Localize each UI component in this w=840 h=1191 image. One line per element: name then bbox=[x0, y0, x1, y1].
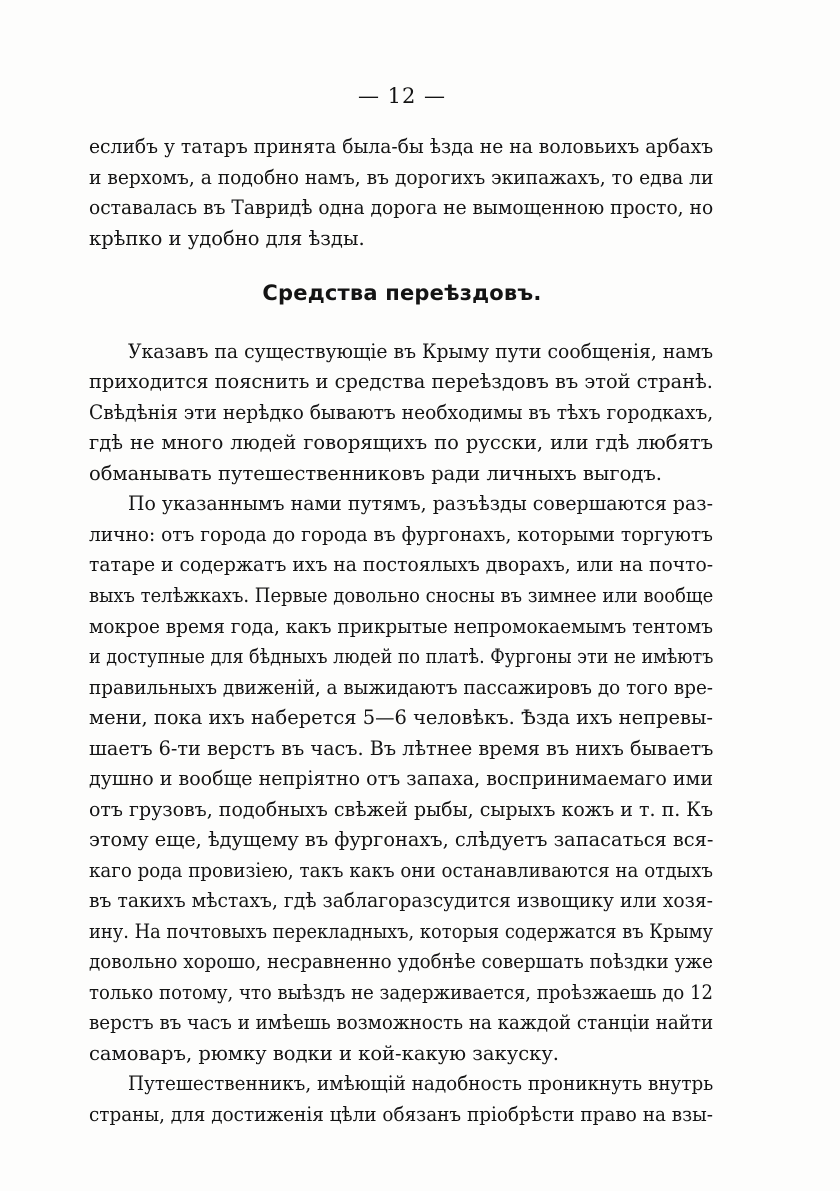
text-line: Указавъ па существующіе въ Крыму пути сообщенія, намъ bbox=[128, 340, 714, 363]
text-line: въ такихъ мѣстахъ, гдѣ заблагоразсудится извощику или хозя- bbox=[89, 889, 713, 912]
text-line: гдѣ не много людей говорящихъ по русски, или гдѣ любятъ bbox=[89, 431, 713, 454]
text-line: и доступные для бѣдныхъ людей по платѣ. Фургоны эти не имѣютъ bbox=[89, 645, 714, 668]
text-line: По указаннымъ нами путямъ, разъѣзды совершаются раз- bbox=[128, 492, 713, 515]
text-line: душно и вообще непріятно отъ запаха, воспринимаемаго ими bbox=[89, 767, 713, 790]
text-line: выхъ телѣжкахъ. Первые довольно сносны въ зимнее или вообще bbox=[89, 584, 714, 607]
text-line: только потому, что выѣздъ не задерживается, проѣзжаешь до 12 bbox=[89, 981, 714, 1004]
text-line: правильныхъ движеній, а выжидаютъ пассажировъ до того вре- bbox=[89, 676, 714, 699]
text-line: страны, для достиженія цѣли обязанъ пріобрѣсти право на взы- bbox=[89, 1103, 714, 1126]
text-line: мени, пока ихъ наберется 5—6 человѣкъ. Ѣзда ихъ непревы- bbox=[89, 706, 713, 729]
text-line: татаре и содержатъ ихъ на постоялыхъ дворахъ, или на почто- bbox=[89, 553, 714, 576]
text-line: каго рода провизіею, такъ какъ они останавливаются на отдыхъ bbox=[89, 859, 713, 882]
text-line: Свѣдѣнія эти нерѣдко бываютъ необходимы въ тѣхъ городкахъ, bbox=[89, 401, 714, 424]
text-line: Путешественникъ, имѣющій надобность проникнуть внутрь bbox=[128, 1072, 714, 1095]
text-line: верстъ въ часъ и имѣешь возможность на каждой станціи найти bbox=[89, 1011, 714, 1034]
page-number: — 12 — bbox=[357, 84, 447, 108]
text-line: довольно хорошо, несравненно удобнѣе совершать поѣздки уже bbox=[89, 950, 713, 973]
text-line: приходится пояснить и средства переѣздовъ въ этой странѣ. bbox=[89, 370, 713, 393]
text-line: шаетъ 6-ти верстъ въ часъ. Въ лѣтнее время въ нихъ бываетъ bbox=[89, 737, 714, 760]
text-line: этому еще, ѣдущему въ фургонахъ, слѣдуетъ запасаться вся- bbox=[89, 828, 714, 851]
text-line: и верхомъ, а подобно намъ, въ дорогихъ экипажахъ, то едва ли bbox=[89, 166, 714, 189]
section-heading: Средства переѣздовъ. bbox=[262, 281, 542, 305]
text-line: крѣпко и удобно для ѣзды. bbox=[89, 227, 365, 250]
text-line: отъ грузовъ, подобныхъ свѣжей рыбы, сырыхъ кожъ и т. п. Къ bbox=[89, 798, 714, 821]
text-line: самоваръ, рюмку водки и кой-какую закуску. bbox=[89, 1042, 559, 1065]
text-line: оставалась въ Тавридѣ одна дорога не вымощенною просто, но bbox=[89, 196, 714, 219]
text-line: еслибъ у татаръ принята была-бы ѣзда не на воловьихъ арбахъ bbox=[89, 135, 714, 158]
text-line: мокрое время года, какъ прикрытые непромокаемымъ тентомъ bbox=[89, 615, 714, 638]
text-line: лично: отъ города до города въ фургонахъ, которыми торгуютъ bbox=[89, 523, 713, 546]
text-line: ину. На почтовыхъ перекладныхъ, которыя содержатся въ Крыму bbox=[89, 920, 713, 943]
text-line: обманывать путешественниковъ ради личныхъ выгодъ. bbox=[89, 462, 662, 485]
